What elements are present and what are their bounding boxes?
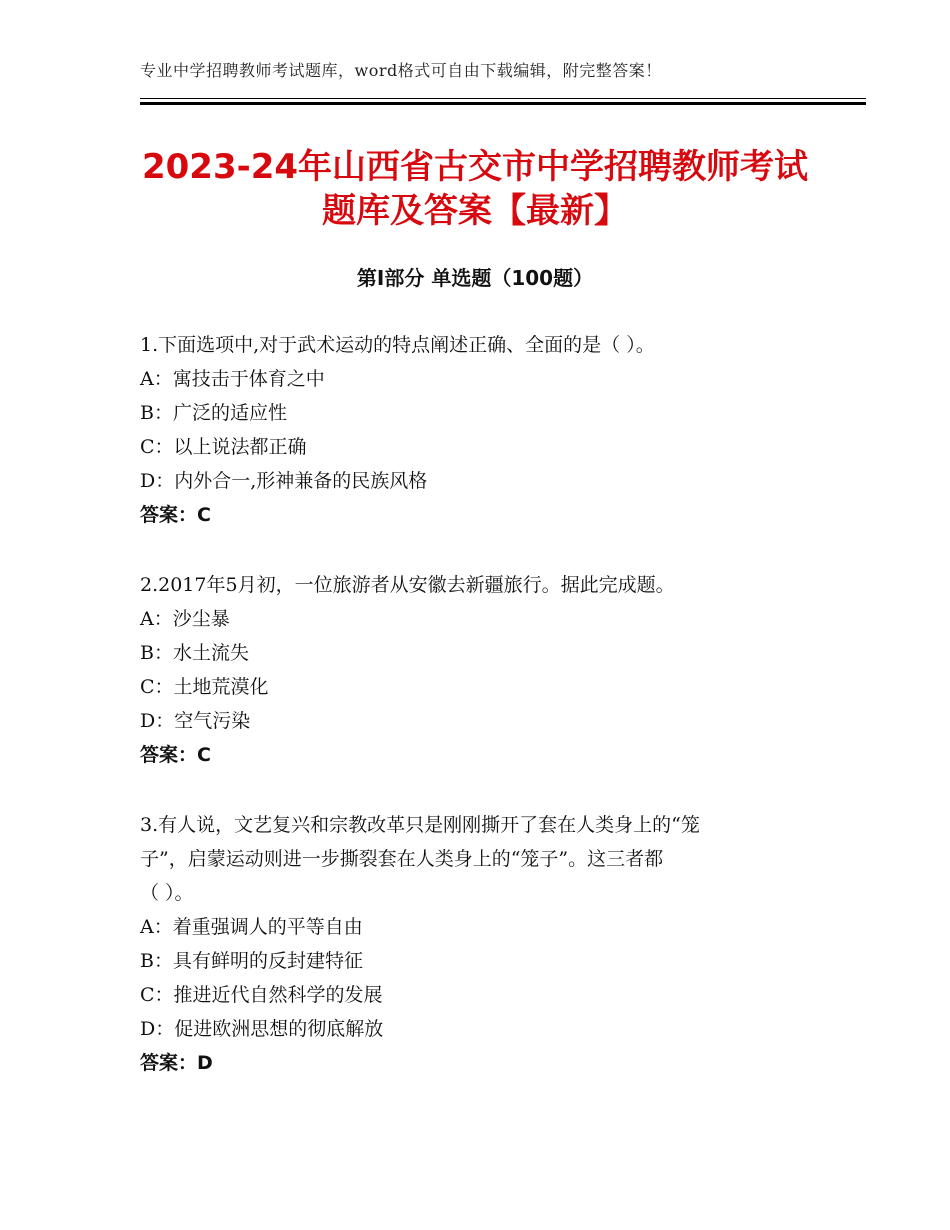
title-line-2: 题库及答案【最新】 bbox=[322, 191, 628, 231]
option-b: B：具有鲜明的反封建特征 bbox=[140, 950, 363, 972]
question-1 bbox=[140, 328, 800, 532]
question-3 bbox=[140, 808, 800, 1080]
option-d: D：内外合一,形神兼备的民族风格 bbox=[140, 470, 428, 492]
option-a: A：着重强调人的平等自由 bbox=[140, 916, 363, 938]
header-rule-thin bbox=[140, 98, 866, 99]
option-d: D：空气污染 bbox=[140, 710, 251, 732]
option-b: B：水土流失 bbox=[140, 642, 249, 664]
header-note: 专业中学招聘教师考试题库，word格式可自由下载编辑，附完整答案！ bbox=[140, 61, 662, 80]
option-a: A：沙尘暴 bbox=[140, 608, 230, 630]
question-stem-line-2: 子”，启蒙运动则进一步撕裂套在人类身上的“笼子”。这三者都 bbox=[140, 848, 664, 870]
option-c: C：以上说法都正确 bbox=[140, 436, 307, 458]
question-stem-line-3: （ ）。 bbox=[140, 882, 194, 904]
section-heading: 第Ⅰ部分 单选题（100题） bbox=[356, 266, 594, 290]
option-c: C：土地荒漠化 bbox=[140, 676, 269, 698]
answer: 答案：C bbox=[140, 504, 211, 526]
title-line-1: 2023-24年山西省古交市中学招聘教师考试 bbox=[141, 147, 809, 187]
option-d: D：促进欧洲思想的彻底解放 bbox=[140, 1018, 384, 1040]
option-a: A：寓技击于体育之中 bbox=[140, 368, 325, 390]
option-b: B：广泛的适应性 bbox=[140, 402, 287, 424]
question-stem-line-1: 3.有人说，文艺复兴和宗教改革只是刚刚撕开了套在人类身上的“笼 bbox=[140, 814, 700, 836]
question-stem: 2.2017年5月初，一位旅游者从安徽去新疆旅行。据此完成题。 bbox=[140, 574, 675, 596]
header-rule-thick bbox=[140, 102, 866, 105]
option-c: C：推进近代自然科学的发展 bbox=[140, 984, 383, 1006]
question-2 bbox=[140, 568, 800, 772]
answer: 答案：D bbox=[140, 1052, 213, 1074]
question-stem: 1.下面选项中,对于武术运动的特点阐述正确、全面的是（ ）。 bbox=[140, 334, 655, 356]
document-title bbox=[0, 145, 950, 233]
answer: 答案：C bbox=[140, 744, 211, 766]
